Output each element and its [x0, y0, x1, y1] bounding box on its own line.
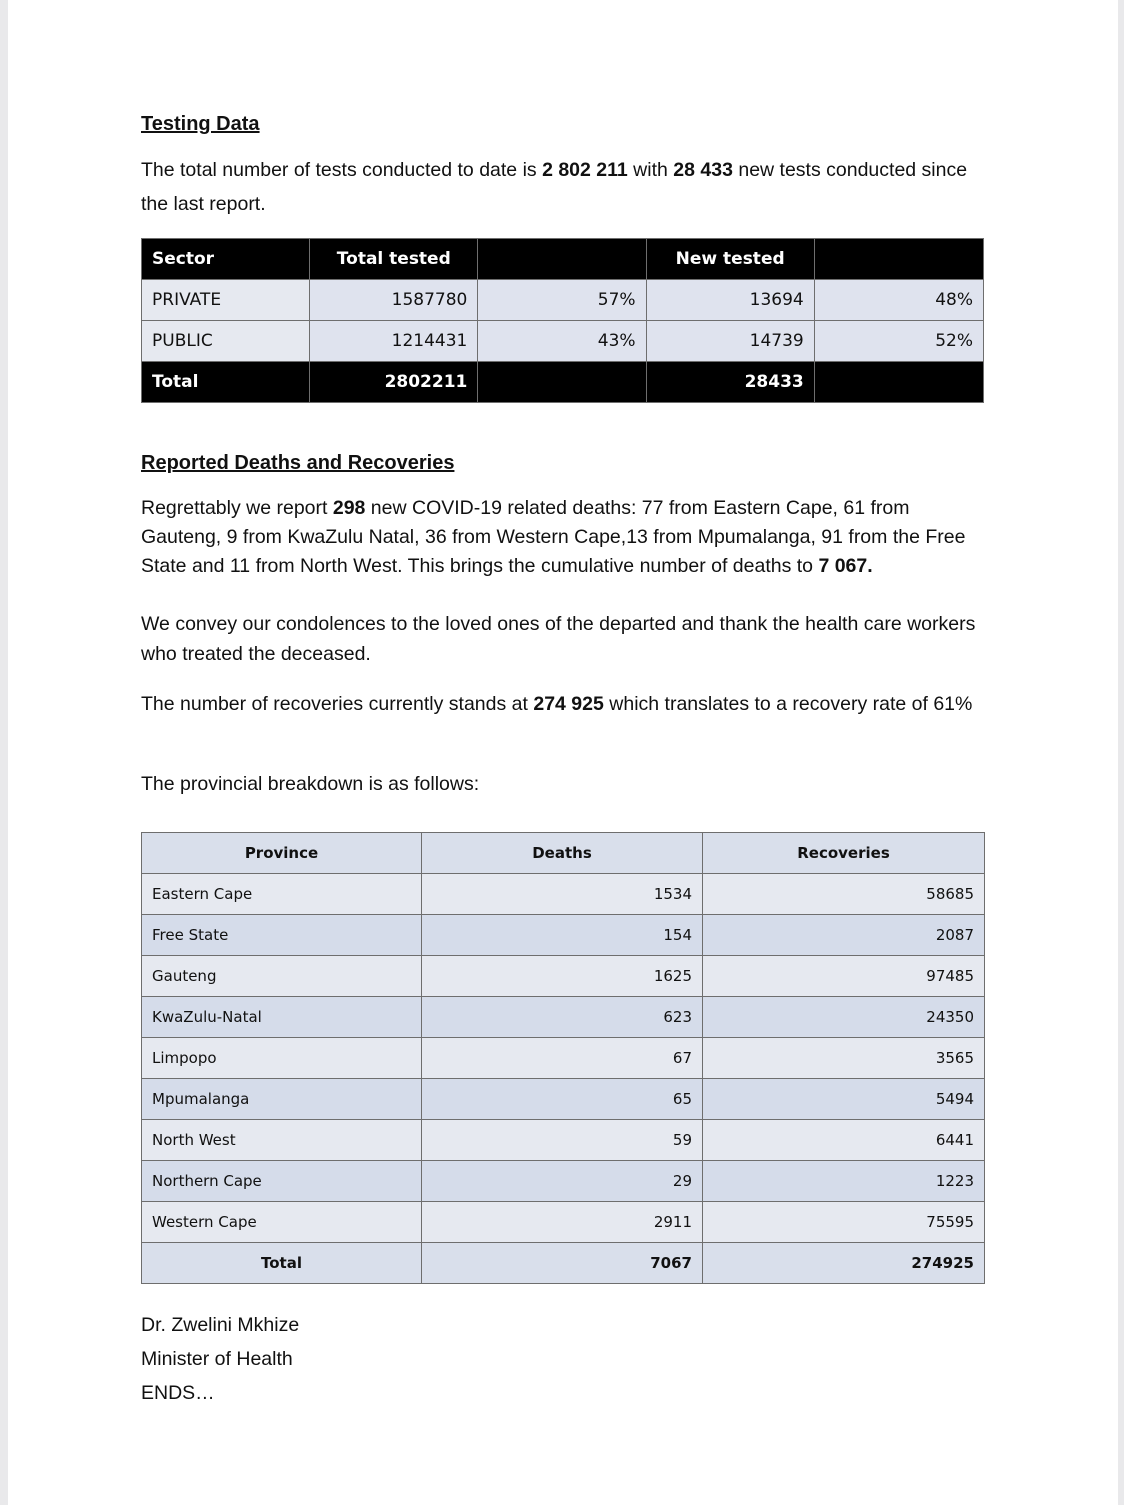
deaths-cell: 29 [422, 1161, 703, 1202]
sector-cell: PRIVATE [142, 280, 310, 321]
province-table-header [142, 833, 985, 874]
new-tested-cell: 13694 [646, 280, 814, 321]
new-tested-cell: 14739 [646, 321, 814, 362]
total-pct-cell: 43% [478, 321, 646, 362]
total-tested-cell: 1214431 [310, 321, 478, 362]
province-total-row [142, 1243, 985, 1284]
table-row [142, 280, 984, 321]
province-cell: Eastern Cape [142, 874, 422, 915]
header-cell: Sector [142, 239, 310, 280]
testing-total-row [142, 362, 984, 403]
province-cell: Free State [142, 915, 422, 956]
table-row [142, 1079, 985, 1120]
recoveries-cell: 97485 [703, 956, 985, 997]
new-pct-cell: 48% [814, 280, 983, 321]
recoveries-total-cell: 274925 [703, 1243, 985, 1284]
header-cell: Deaths [422, 833, 703, 874]
table-row [142, 956, 985, 997]
header-cell [814, 239, 983, 280]
recoveries-cell: 6441 [703, 1120, 985, 1161]
recoveries-cell: 3565 [703, 1038, 985, 1079]
ends-marker: ENDS… [141, 1382, 215, 1404]
recoveries-cell: 1223 [703, 1161, 985, 1202]
header-cell: Recoveries [703, 833, 985, 874]
table-row [142, 1038, 985, 1079]
testing-table-header [142, 239, 984, 280]
new-tested-cell: 28433 [646, 362, 814, 403]
table-row [142, 1161, 985, 1202]
recoveries-value: 274 925 [533, 693, 604, 715]
deaths-paragraph: Regrettably we report 298 new COVID-19 related deaths: 77 from Eastern Cape, 61 from Gauteng, 9 from KwaZulu Natal, 36 from Western Cape,13 from Mpumalanga, 91 from the Free State and 11 from North West. This brings the cumulative number of deaths to 7 067. [141, 497, 966, 577]
cumulative-deaths-value: 7 067. [818, 555, 873, 577]
new-deaths-value: 298 [332, 497, 366, 519]
header-cell: Total tested [310, 239, 478, 280]
new-tests-value: 28 433 [673, 159, 733, 181]
signature-name: Dr. Zwelini Mkhize [141, 1314, 300, 1336]
table-row [142, 1120, 985, 1161]
total-label-cell: Total [142, 362, 310, 403]
recoveries-cell: 24350 [703, 997, 985, 1038]
recoveries-cell: 75595 [703, 1202, 985, 1243]
recoveries-cell: 58685 [703, 874, 985, 915]
province-cell: Western Cape [142, 1202, 422, 1243]
total-tested-cell: 2802211 [310, 362, 478, 403]
deaths-cell: 623 [422, 997, 703, 1038]
breakdown-intro: The provincial breakdown is as follows: [141, 773, 480, 795]
deaths-cell: 1534 [422, 874, 703, 915]
table-row [142, 1202, 985, 1243]
header-cell [478, 239, 646, 280]
deaths-cell: 67 [422, 1038, 703, 1079]
table-row [142, 874, 985, 915]
signature-title: Minister of Health [141, 1348, 293, 1370]
deaths-cell: 154 [422, 915, 703, 956]
province-cell: North West [142, 1120, 422, 1161]
deaths-cell: 2911 [422, 1202, 703, 1243]
testing-intro: The total number of tests conducted to date is 2 802 211 with 28 433 new tests conducted since the last report. [141, 159, 968, 215]
deaths-cell: 65 [422, 1079, 703, 1120]
deaths-heading: Reported Deaths and Recoveries [141, 452, 455, 474]
sector-cell: PUBLIC [142, 321, 310, 362]
recoveries-paragraph: The number of recoveries currently stands at 274 925 which translates to a recovery rate of 61% [141, 693, 973, 715]
deaths-cell: 1625 [422, 956, 703, 997]
deaths-total-cell: 7067 [422, 1243, 703, 1284]
province-cell: Mpumalanga [142, 1079, 422, 1120]
province-cell: Limpopo [142, 1038, 422, 1079]
header-cell: New tested [646, 239, 814, 280]
total-tested-cell: 1587780 [310, 280, 478, 321]
empty-cell [814, 362, 983, 403]
table-row [142, 997, 985, 1038]
total-pct-cell: 57% [478, 280, 646, 321]
province-cell: KwaZulu-Natal [142, 997, 422, 1038]
header-cell: Province [142, 833, 422, 874]
province-cell: Gauteng [142, 956, 422, 997]
total-tests-value: 2 802 211 [542, 159, 628, 181]
new-pct-cell: 52% [814, 321, 983, 362]
testing-table [141, 238, 984, 403]
signature-block [141, 1308, 991, 1410]
testing-heading: Testing Data [141, 113, 260, 135]
recoveries-cell: 2087 [703, 915, 985, 956]
province-table [141, 832, 985, 1284]
province-cell: Northern Cape [142, 1161, 422, 1202]
condolences-paragraph: We convey our condolences to the loved ones of the departed and thank the health care workers who treated the deceased. [141, 613, 976, 665]
empty-cell [478, 362, 646, 403]
document-page [8, 0, 1118, 1505]
recoveries-cell: 5494 [703, 1079, 985, 1120]
table-row [142, 321, 984, 362]
deaths-cell: 59 [422, 1120, 703, 1161]
total-label-cell: Total [142, 1243, 422, 1284]
table-row [142, 915, 985, 956]
